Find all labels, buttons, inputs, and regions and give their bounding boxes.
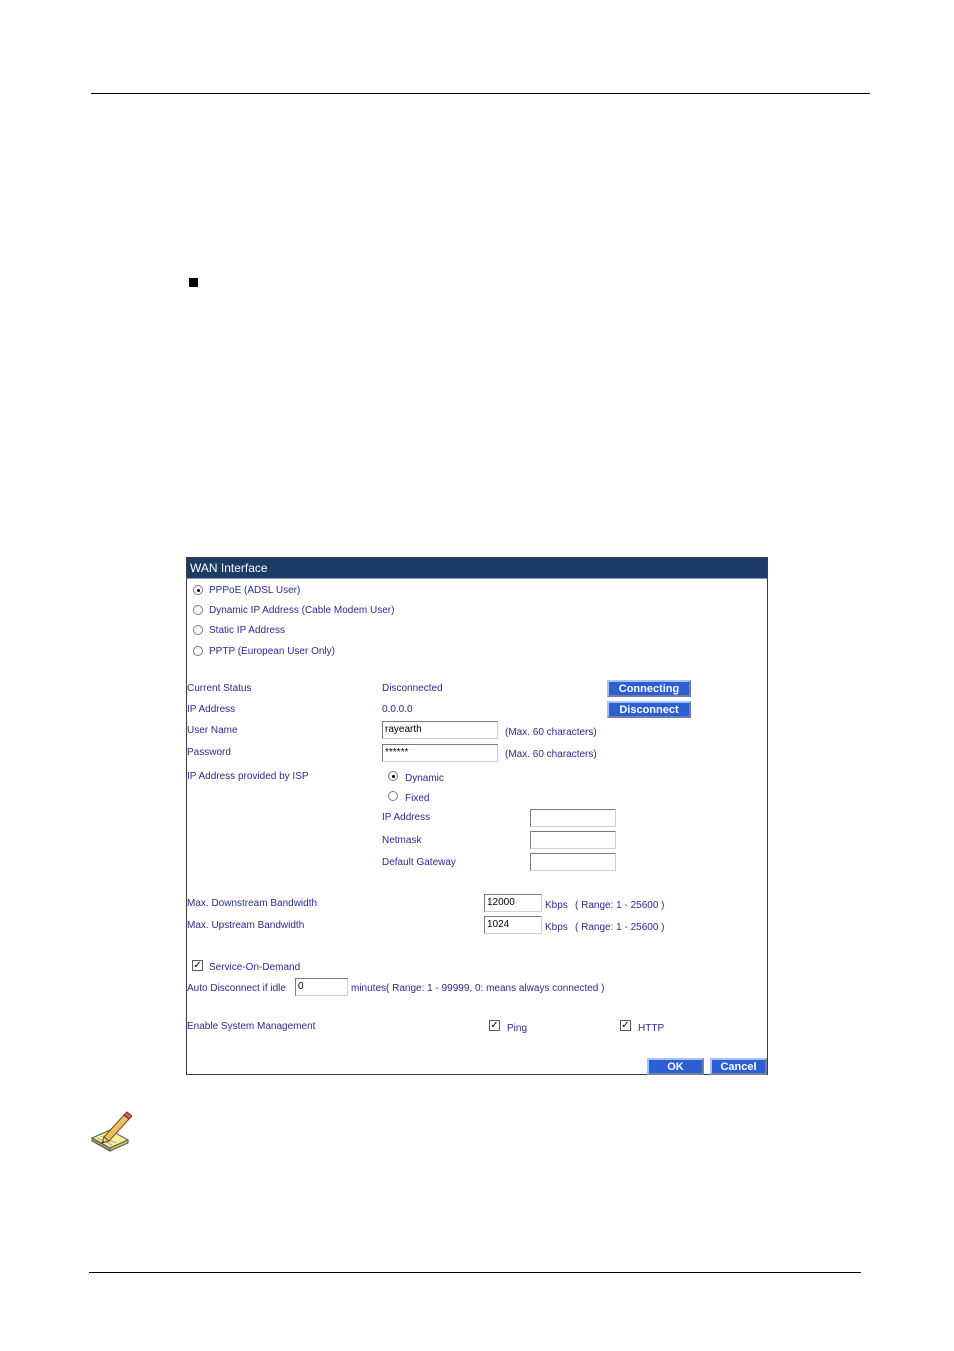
radio-isp-fixed-label: Fixed bbox=[405, 793, 430, 804]
downstream-range: ( Range: 1 - 25600 ) bbox=[575, 900, 665, 911]
netmask-input[interactable] bbox=[530, 831, 616, 849]
service-on-demand-label: Service-On-Demand bbox=[209, 962, 301, 973]
auto-disconnect-input[interactable]: 0 bbox=[295, 978, 348, 996]
upstream-input[interactable]: 1024 bbox=[484, 916, 542, 934]
ping-checkbox[interactable]: ✓ bbox=[490, 1020, 499, 1031]
ip-address-label: IP Address bbox=[187, 704, 236, 715]
user-name-label: User Name bbox=[187, 725, 238, 736]
upstream-range: ( Range: 1 - 25600 ) bbox=[575, 922, 665, 933]
footer-rule bbox=[89, 1272, 861, 1273]
radio-dynamic-ip-label: Dynamic IP Address (Cable Modem User) bbox=[209, 605, 395, 616]
radio-isp-fixed[interactable] bbox=[388, 791, 398, 801]
current-status-label: Current Status bbox=[187, 683, 252, 694]
header-rule bbox=[91, 93, 870, 94]
disconnect-button[interactable]: Disconnect bbox=[607, 701, 691, 718]
cancel-button[interactable]: Cancel bbox=[710, 1058, 767, 1075]
upstream-label: Max. Upstream Bandwidth bbox=[187, 920, 305, 931]
radio-pptp-label: PPTP (European User Only) bbox=[209, 646, 335, 657]
system-management-label: Enable System Management bbox=[187, 1021, 316, 1032]
radio-dynamic-ip[interactable] bbox=[193, 605, 203, 615]
auto-disconnect-label: Auto Disconnect if idle bbox=[187, 983, 286, 994]
auto-disconnect-hint: minutes( Range: 1 - 99999, 0: means always connected ) bbox=[351, 983, 605, 994]
radio-static-ip-label: Static IP Address bbox=[209, 625, 285, 636]
downstream-label: Max. Downstream Bandwidth bbox=[187, 898, 318, 909]
password-input[interactable]: ****** bbox=[382, 744, 498, 762]
panel-title: WAN Interface bbox=[187, 558, 767, 579]
fixed-ip-input[interactable] bbox=[530, 809, 616, 827]
http-checkbox[interactable]: ✓ bbox=[621, 1020, 630, 1031]
password-hint: (Max. 60 characters) bbox=[505, 749, 597, 760]
password-label: Password bbox=[187, 747, 231, 758]
radio-pppoe-label: PPPoE (ADSL User) bbox=[209, 585, 301, 596]
radio-pppoe[interactable] bbox=[193, 585, 203, 595]
note-pencil-icon bbox=[88, 1110, 132, 1152]
radio-isp-dynamic-label: Dynamic bbox=[405, 773, 444, 784]
radio-static-ip[interactable] bbox=[193, 625, 203, 635]
netmask-label: Netmask bbox=[382, 835, 422, 846]
downstream-unit: Kbps bbox=[545, 900, 568, 911]
isp-ip-label: IP Address provided by ISP bbox=[187, 771, 309, 782]
gateway-label: Default Gateway bbox=[382, 857, 456, 868]
http-label: HTTP bbox=[638, 1023, 665, 1034]
user-name-hint: (Max. 60 characters) bbox=[505, 727, 597, 738]
ip-address-value: 0.0.0.0 bbox=[382, 704, 413, 715]
downstream-input[interactable]: 12000 bbox=[484, 894, 542, 912]
current-status-value: Disconnected bbox=[382, 683, 443, 694]
ping-label: Ping bbox=[507, 1023, 528, 1034]
radio-isp-dynamic[interactable] bbox=[388, 771, 398, 781]
connecting-button[interactable]: Connecting bbox=[607, 680, 691, 697]
bullet-square bbox=[189, 278, 198, 287]
radio-pptp[interactable] bbox=[193, 646, 203, 656]
user-name-input[interactable]: rayearth bbox=[382, 721, 498, 739]
wan-interface-panel bbox=[186, 557, 768, 1075]
service-on-demand-checkbox[interactable]: ✓ bbox=[193, 960, 202, 971]
fixed-ip-label: IP Address bbox=[382, 812, 431, 823]
gateway-input[interactable] bbox=[530, 853, 616, 871]
upstream-unit: Kbps bbox=[545, 922, 568, 933]
ok-button[interactable]: OK bbox=[647, 1058, 704, 1075]
